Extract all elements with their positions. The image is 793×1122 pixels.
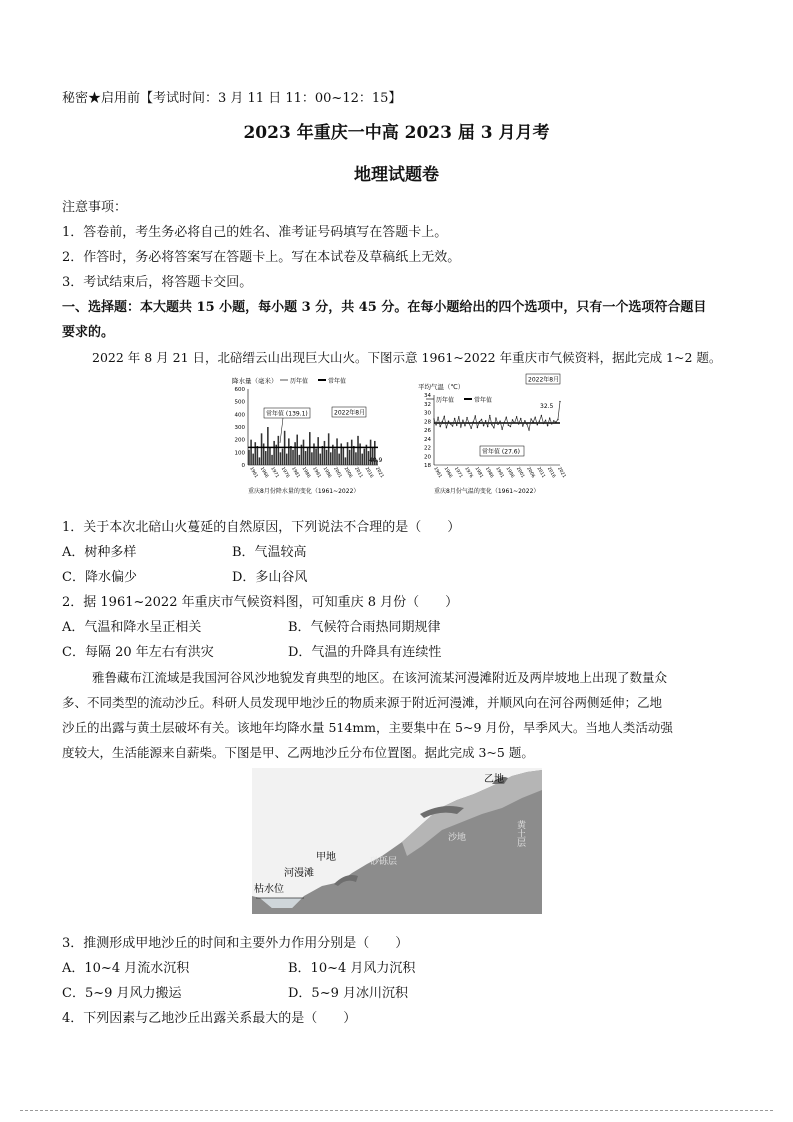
temp-point <box>473 421 474 422</box>
temp-point <box>491 424 492 425</box>
temp-x-tick: 2011 <box>535 466 546 479</box>
temp-point <box>520 418 521 419</box>
temp-x-tick: 1966 <box>442 466 453 479</box>
precip-bar <box>269 447 271 465</box>
precip-tick-label: 0 <box>241 463 245 469</box>
precip-bar <box>254 442 256 465</box>
temp-point <box>549 417 550 418</box>
temp-chart <box>418 374 567 495</box>
temp-point <box>553 420 554 421</box>
temp-point <box>497 424 498 425</box>
temp-point <box>442 421 443 422</box>
note-item: 1．答卷前，考生务必将自己的姓名、准考证号码填写在答题卡上。 <box>62 225 448 240</box>
precip-bar <box>311 452 313 465</box>
precip-bar <box>334 449 336 465</box>
precip-x-tick: 2021 <box>374 466 385 479</box>
temp-point <box>528 429 529 430</box>
temp-point <box>547 425 548 426</box>
passage-2-line: 多、不同类型的流动沙丘。科研人员发现甲地沙丘的物质来源于附近河漫滩，并顺风向在河谷两侧延伸；乙地 <box>62 695 663 710</box>
precip-bar <box>296 435 298 465</box>
temp-tick-label: 18 <box>424 463 431 469</box>
question-3-option-d: D．5~9 月冰川沉积 <box>288 986 408 1001</box>
precip-bar <box>252 454 254 465</box>
precip-bar <box>357 436 359 465</box>
precip-chart <box>232 376 385 495</box>
temp-point <box>543 423 544 424</box>
legend-norm: 常年值 <box>328 378 347 385</box>
temp-point <box>535 417 536 418</box>
precip-bar <box>355 452 357 465</box>
temp-x-tick: 1971 <box>452 466 463 479</box>
precip-x-tick: 1966 <box>258 466 269 479</box>
question-3-option-a: A．10~4 月流水沉积 <box>62 961 190 976</box>
precip-tick-label: 500 <box>234 399 245 406</box>
precip-x-tick: 1971 <box>269 466 280 479</box>
precip-bar <box>286 454 288 465</box>
label-shadi: 沙地 <box>448 833 467 843</box>
precip-bar <box>267 427 269 465</box>
temp-x-tick: 1986 <box>483 466 494 479</box>
precip-bar <box>322 446 324 465</box>
precip-bar <box>250 440 252 465</box>
precip-tick-label: 600 <box>234 387 245 393</box>
precip-bar <box>324 441 326 465</box>
temp-point <box>514 422 515 423</box>
temp-x-tick: 2021 <box>556 466 567 479</box>
temp-point <box>479 421 480 422</box>
temp-point <box>446 427 447 428</box>
passage-2-line: 度较大，生活能源来自薪柴。下图是甲、乙两地沙丘分布位置图。据此完成 3~5 题。 <box>62 745 534 760</box>
label-kushuiwei: 枯水位 <box>254 884 284 895</box>
label-yi: 乙地 <box>484 774 504 785</box>
precip-bar <box>280 452 282 465</box>
precip-bar <box>303 440 305 465</box>
temp-tick-label: 22 <box>424 445 431 452</box>
precip-x-tick: 2016 <box>363 466 374 479</box>
temp-point <box>526 424 527 425</box>
passage-2-line: 沙丘的出露与黄土层破坏有关。该地年均降水量 514mm，主要集中在 5~9 月份，旱季风大。当地人类活动强 <box>62 720 673 735</box>
precip-tick-label: 400 <box>234 412 245 419</box>
temp-point <box>545 420 546 421</box>
precip-bar <box>257 446 259 465</box>
precip-bar <box>349 450 351 465</box>
label-jia: 甲地 <box>316 852 336 863</box>
section-heading-cont: 要求的。 <box>62 325 115 340</box>
temp-point <box>495 417 496 418</box>
precip-bar <box>328 433 330 465</box>
precip-bar <box>259 457 261 465</box>
precip-bar <box>315 449 317 465</box>
temp-point <box>557 419 558 420</box>
temp-ylabel: 平均气温（℃） <box>418 383 465 391</box>
temp-point <box>508 424 509 425</box>
question-2-stem: 2．据 1961~2022 年重庆市气候资料图，可知重庆 8 月份（ ） <box>62 595 459 610</box>
precip-tick-label: 300 <box>234 425 245 431</box>
callout-norm-pointer <box>280 418 283 443</box>
temp-tick-label: 32 <box>424 401 431 408</box>
legend-hist: 历年值 <box>436 397 455 404</box>
precip-x-tick: 1961 <box>248 466 259 479</box>
question-3-option-b: B．10~4 月风力沉积 <box>288 961 416 976</box>
temp-point <box>437 417 438 418</box>
temp-point <box>466 417 467 418</box>
temp-point <box>504 422 505 423</box>
label-shazhi: 砂砾层 <box>370 857 398 867</box>
temp-point <box>444 416 445 417</box>
temp-point <box>464 425 465 426</box>
precip-x-tick: 1996 <box>321 466 332 479</box>
precip-bar <box>307 447 309 465</box>
temp-caption: 重庆8月份气温的变化（1961~2022） <box>434 488 540 495</box>
temp-x-tick: 1991 <box>494 466 505 479</box>
precip-bar <box>248 450 250 465</box>
note-item: 3．考试结束后，将答题卡交回。 <box>62 275 253 290</box>
precip-x-tick: 1981 <box>290 466 301 479</box>
precip-bar <box>299 455 301 465</box>
question-2-option-c: C．每隔 20 年左右有洪灾 <box>62 645 214 660</box>
temp-point <box>539 421 540 422</box>
precip-bar <box>282 449 284 465</box>
precip-bar <box>294 442 296 465</box>
temp-point <box>481 419 482 420</box>
temp-point <box>555 421 556 422</box>
temp-point <box>468 423 469 424</box>
temp-point <box>532 421 533 422</box>
temp-point <box>456 424 457 425</box>
temp-2022-value: 32.5 <box>540 403 554 410</box>
precip-bar <box>273 441 275 465</box>
legend-hist: 历年值 <box>290 378 309 385</box>
precip-bar <box>265 451 267 465</box>
temp-x-tick: 1981 <box>473 466 484 479</box>
page-bottom-rule <box>20 1110 773 1111</box>
temp-x-tick: 2001 <box>514 466 525 479</box>
temp-x-tick: 1976 <box>463 466 474 479</box>
temp-point <box>489 415 490 416</box>
precip-bar <box>288 438 290 465</box>
temp-tick-label: 24 <box>424 436 431 443</box>
temp-tick-label: 20 <box>424 454 431 461</box>
precip-bar <box>317 437 319 465</box>
temp-point <box>518 423 519 424</box>
precip-bar <box>305 451 307 465</box>
temp-point <box>487 426 488 427</box>
dune-section-figure <box>252 768 542 914</box>
temp-point <box>477 427 478 428</box>
precip-x-tick: 2006 <box>342 466 353 479</box>
climate-charts-svg <box>228 373 567 497</box>
temp-point <box>448 421 449 422</box>
precip-bar <box>278 436 280 465</box>
temp-tick-label: 34 <box>424 393 431 399</box>
question-1-stem: 1．关于本次北碚山火蔓延的自然原因，下列说法不合理的是（ ） <box>62 520 461 535</box>
note-item: 2．作答时，务必将答案写在答题卡上。写在本试卷及草稿纸上无效。 <box>62 250 461 265</box>
temp-point <box>462 420 463 421</box>
page-title: 2023 年重庆一中高 2023 届 3 月月考 <box>243 123 550 143</box>
question-1-option-a: A．树种多样 <box>62 545 137 560</box>
question-4-stem: 4．下列因素与乙地沙丘出露关系最大的是（ ） <box>62 1011 357 1026</box>
precip-x-tick: 1986 <box>300 466 311 479</box>
precip-x-tick: 2011 <box>353 466 364 479</box>
precip-bar <box>292 450 294 465</box>
precip-bar <box>309 432 311 465</box>
temp-point <box>516 416 517 417</box>
precip-bar <box>364 449 366 465</box>
temp-x-tick: 2006 <box>525 466 536 479</box>
legend-norm: 常年值 <box>474 397 493 404</box>
question-2-option-b: B．气候符合雨热同期规律 <box>288 620 441 635</box>
temp-x-tick: 1996 <box>504 466 515 479</box>
question-2-option-a: A．气温和降水呈正相关 <box>62 620 202 635</box>
question-3-stem: 3．推测形成甲地沙丘的时间和主要外力作用分别是（ ） <box>62 936 409 951</box>
temp-point <box>435 424 436 425</box>
temp-point <box>450 423 451 424</box>
callout-norm: 常年值 (139.1) <box>266 410 308 418</box>
precip-bar <box>338 454 340 465</box>
temp-point <box>541 415 542 416</box>
precip-bar <box>347 442 349 465</box>
question-2-option-d: D．气温的升降具有连续性 <box>288 645 442 660</box>
temp-point <box>551 423 552 424</box>
secret-label: 秘密★启用前【考试时间：3 月 11 日 11：00~12：15】 <box>62 91 402 106</box>
precip-tick-label: 100 <box>234 450 245 457</box>
temp-point <box>524 420 525 421</box>
temp-point <box>512 419 513 420</box>
precip-bar <box>351 440 353 465</box>
temp-point <box>483 425 484 426</box>
precip-bar <box>271 455 273 465</box>
temp-x-tick: 2016 <box>545 466 556 479</box>
question-1-option-d: D．多山谷风 <box>232 570 308 585</box>
temp-point <box>433 418 434 419</box>
precip-bar <box>353 446 355 465</box>
temp-point <box>440 426 441 427</box>
temp-point <box>460 426 461 427</box>
precip-x-tick: 2001 <box>332 466 343 479</box>
temp-point <box>470 428 471 429</box>
question-1-option-b: B．气温较高 <box>232 545 307 560</box>
temp-point <box>452 425 453 426</box>
question-3-option-c: C．5~9 月风力搬运 <box>62 986 182 1001</box>
precip-bar <box>261 433 263 465</box>
temp-point <box>506 417 507 418</box>
precip-bar <box>336 438 338 465</box>
temp-point <box>559 401 560 402</box>
temp-tick-label: 28 <box>424 419 431 426</box>
callout-2022: 2022年8月 <box>334 409 366 417</box>
temp-tick-label: 30 <box>424 410 431 417</box>
precip-bar <box>343 447 345 465</box>
notes-heading: 注意事项： <box>62 200 128 215</box>
callout-2022: 2022年8月 <box>528 376 560 384</box>
temp-x-tick: 1961 <box>432 466 443 479</box>
label-huangtu: 黄土层 <box>515 820 525 847</box>
page-subtitle: 地理试题卷 <box>354 165 439 185</box>
dune-section-svg <box>252 768 542 914</box>
precip-bar <box>345 457 347 465</box>
temp-point <box>510 426 511 427</box>
precip-tick-label: 200 <box>234 437 245 444</box>
question-1-option-c: C．降水偏少 <box>62 570 137 585</box>
precip-2022-value: 40.9 <box>369 457 383 464</box>
precip-x-tick: 1991 <box>311 466 322 479</box>
precip-caption: 重庆8月份降水量的变化（1961~2022） <box>248 488 360 495</box>
precip-x-tick: 1976 <box>279 466 290 479</box>
temp-point <box>530 418 531 419</box>
temp-point <box>537 424 538 425</box>
precip-bar <box>319 454 321 465</box>
temp-point <box>501 428 502 429</box>
temp-point <box>522 425 523 426</box>
callout-norm: 常年值 (27.6) <box>482 448 520 456</box>
temp-point <box>458 416 459 417</box>
temp-tick-label: 26 <box>424 428 431 434</box>
precip-bar <box>361 454 363 465</box>
climate-figure <box>228 373 567 497</box>
label-hemantan: 河漫滩 <box>284 868 314 879</box>
temp-point <box>485 420 486 421</box>
precip-bar <box>290 446 292 465</box>
passage-2-line: 雅鲁藏布江流域是我国河谷风沙地貌发育典型的地区。在该河流某河漫滩附近及两岸坡地上出现了数量众 <box>92 670 668 685</box>
passage-1: 2022 年 8 月 21 日，北碚缙云山出现巨大山火。下图示意 1961~2022 年重庆市气候资料，据此完成 1~2 题。 <box>92 350 722 365</box>
temp-point <box>475 415 476 416</box>
section-heading: 一、选择题：本大题共 15 小题，每小题 3 分，共 45 分。在每小题给出的四个选项中，只有一个选项符合题目 <box>62 300 707 315</box>
precip-bar <box>330 452 332 465</box>
precip-bar <box>326 450 328 465</box>
temp-point <box>499 421 500 422</box>
temp-point <box>454 418 455 419</box>
precip-ylabel: 降水量（毫米） <box>232 377 278 385</box>
temp-point <box>493 427 494 428</box>
